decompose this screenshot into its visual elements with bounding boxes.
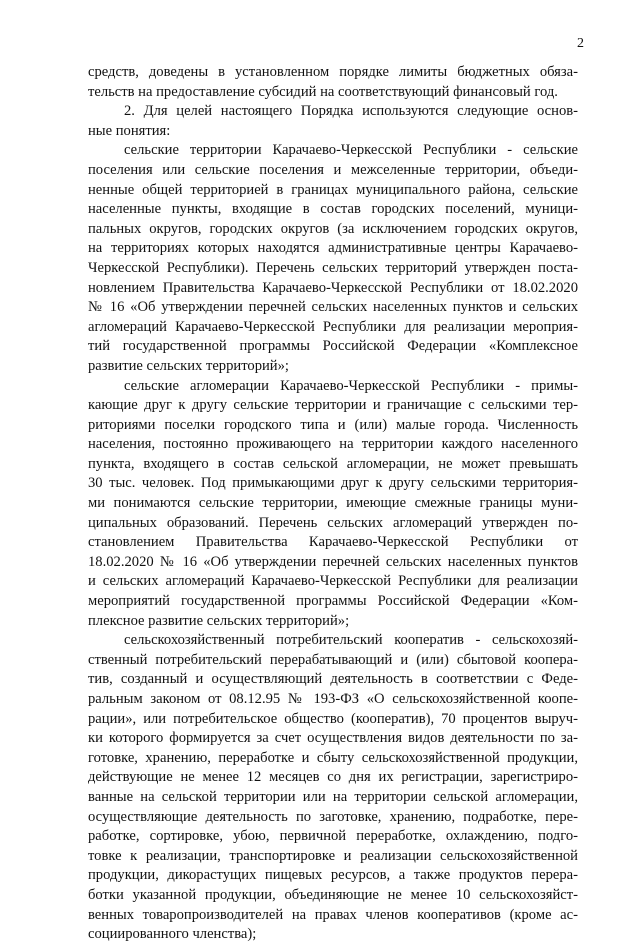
- text-line: осуществляющие деятельность по заготовке, хранению, подработке, пере-: [88, 808, 578, 825]
- text-line: поселения или сельские поселения и межселенные территории, объеди-: [88, 161, 578, 178]
- text-line: тив, созданный и осуществляющий деятельность в соответствии с Феде-: [88, 671, 578, 688]
- text-line: пальных округов, городских округов (за исключением городских округов,: [88, 220, 578, 237]
- text-line: плексное развитие сельских территорий»;: [88, 612, 350, 629]
- text-line: и сельских агломераций Карачаево-Черкесской Республики для реализации: [88, 573, 578, 590]
- text-line: ки которого формируется за счет осуществления видов деятельности по за-: [88, 730, 578, 747]
- text-line: становлением Правительства Карачаево-Черкесской Республики от: [88, 534, 578, 551]
- text-line: ральным законом от 08.12.95 № 193-ФЗ «О сельскохозяйственной коопе-: [88, 691, 578, 707]
- text-line: венных товаропроизводителей на правах членов кооперативов (кроме ас-: [88, 906, 578, 923]
- text-line: населения, постоянно проживающего на территории каждого населенного: [88, 436, 578, 453]
- text-line: готовке, хранению, переработке и сбыту сельскохозяйственной продукции,: [88, 749, 578, 766]
- text-line: 2. Для целей настоящего Порядка используются следующие основ-: [124, 103, 578, 120]
- text-line: ципальных образований. Перечень сельских агломераций утвержден по-: [88, 514, 578, 531]
- text-line: на территориях которых находятся административные центры Карачаево-: [88, 240, 578, 257]
- text-line: работке, сортировке, убою, первичной переработке, охлаждению, подго-: [88, 828, 578, 845]
- text-line: действующие не менее 12 месяцев со дня их регистрации, зарегистриро-: [88, 769, 578, 786]
- text-line: сельские территории Карачаево-Черкесской Республики - сельские: [124, 142, 578, 159]
- text-line: кающие друг к другу сельские территории и граничащие с сельскими тер-: [88, 397, 578, 414]
- page-number: 2: [577, 36, 584, 51]
- text-line: ственный потребительский перерабатывающий и (или) сбытовой коопера-: [88, 651, 578, 668]
- text-line: тий государственной программы Российской Федерации «Комплексное: [88, 338, 578, 355]
- text-line: ные понятия:: [88, 122, 171, 139]
- body-text: [88, 63, 578, 945]
- text-line: 30 тыс. человек. Под примыкающими друг к другу сельскими территория-: [88, 475, 578, 492]
- text-line: мероприятий государственной программы Российской Федерации «Ком-: [88, 593, 578, 610]
- text-line: ботки указанной продукции, объединяющие не менее 10 сельскохозяйст-: [88, 886, 578, 903]
- text-line: 18.02.2020 № 16 «Об утверждении перечней сельских населенных пунктов: [88, 553, 578, 570]
- text-line: Черкесской Республики). Перечень сельских территорий утвержден поста-: [88, 259, 578, 276]
- text-line: агломераций Карачаево-Черкесской Республики для реализации мероприя-: [88, 318, 578, 335]
- text-line: сельскохозяйственный потребительский кооператив - сельскохозяй-: [124, 632, 578, 649]
- text-line: пункта, входящего в состав сельской агломерации, не может превышать: [88, 455, 578, 472]
- text-line: товке к реализации, транспортировке и реализации сельскохозяйственной: [88, 847, 578, 864]
- text-line: продукции, дикорастущих пищевых ресурсов, а также продуктов перера-: [88, 867, 578, 884]
- text-line: ванные на сельской территории или на территории сельской агломерации,: [88, 788, 578, 805]
- text-line: социированного членства);: [88, 926, 257, 943]
- text-line: средств, доведены в установленном порядке лимиты бюджетных обяза-: [88, 64, 578, 80]
- text-line: сельские агломерации Карачаево-Черкесской Республики - примы-: [124, 377, 578, 394]
- text-line: новлением Правительства Карачаево-Черкесской Республики от 18.02.2020: [88, 279, 578, 296]
- text-line: тельств на предоставление субсидий на соответствующий финансовый год.: [88, 83, 558, 100]
- text-line: № 16 «Об утверждении перечней сельских населенных пунктов и сельских: [88, 299, 578, 316]
- text-line: ненные общей территорией в границах муниципального района, сельские: [88, 181, 578, 198]
- text-line: риториями поселки городского типа и (или) малые города. Численность: [88, 416, 578, 433]
- text-line: развитие сельских территорий»;: [88, 357, 289, 374]
- text-line: населенные пункты, входящие в состав городских поселений, муници-: [88, 201, 578, 218]
- text-line: ми понимаются сельские территории, имеющие смежные границы муни-: [88, 495, 578, 512]
- text-line: рации», или потребительское общество (кооператив), 70 процентов выруч-: [88, 710, 578, 727]
